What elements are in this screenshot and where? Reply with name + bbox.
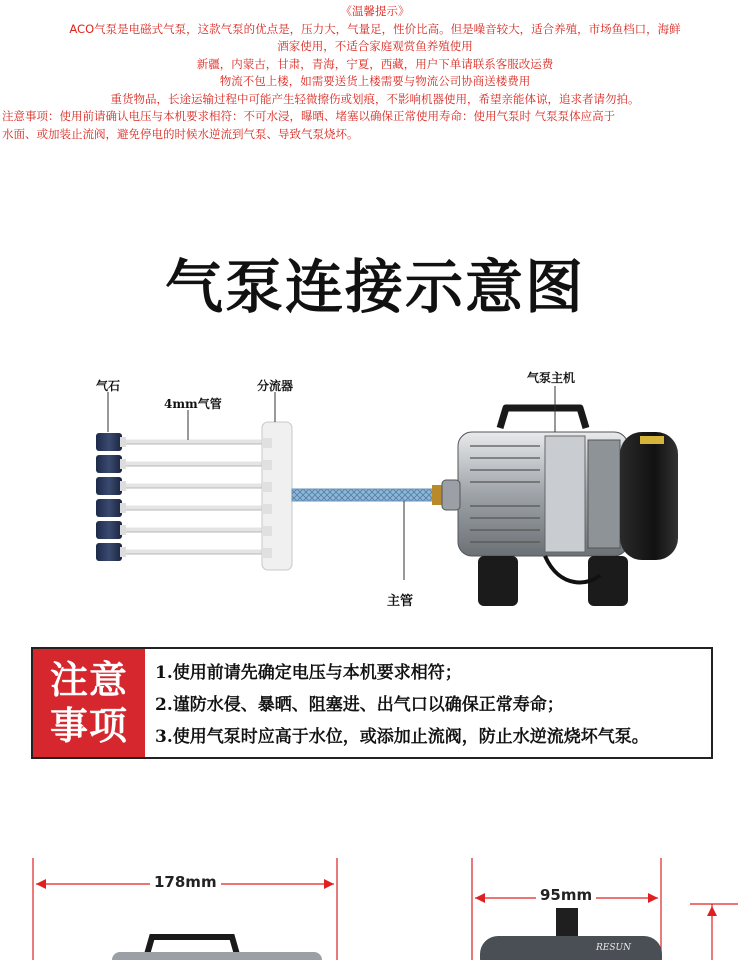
connection-illustration bbox=[0, 360, 750, 620]
notice-line-7: 水面、或加装止流阀，避免停电的时候水逆流到气泵、导致气泵烧坏。 bbox=[2, 126, 359, 141]
dimension-length: 178mm bbox=[150, 873, 221, 891]
notice-line-3: 新疆，内蒙古，甘肃，青海，宁夏，西藏，用户下单请联系客服改运费 bbox=[196, 56, 554, 71]
caution-item-2: 2.谨防水侵、暴晒、阻塞进、出气口以确保正常寿命； bbox=[155, 695, 564, 715]
caution-heading bbox=[33, 649, 145, 757]
caution-item-3: 3.使用气泵时应高于水位，或添加止流阀，防止水逆流烧坏气泵。 bbox=[155, 727, 649, 747]
notice-block bbox=[0, 3, 750, 143]
connection-diagram bbox=[0, 360, 750, 620]
dimension-width: 95mm bbox=[536, 886, 596, 904]
air-pump bbox=[442, 408, 678, 606]
label-pump: 气泵主机 bbox=[527, 371, 576, 385]
caution-heading-line-2: 事项 bbox=[49, 703, 128, 748]
label-splitter: 分流器 bbox=[257, 379, 294, 393]
pump-front-view bbox=[112, 937, 322, 960]
pump-side-view bbox=[480, 908, 662, 960]
dimension-drawing bbox=[0, 840, 750, 960]
main-tube bbox=[292, 489, 438, 501]
air-tubes bbox=[126, 442, 264, 552]
label-air-stone: 气石 bbox=[96, 379, 121, 393]
notice-line-2: 酒家使用，不适合家庭观赏鱼养殖使用 bbox=[277, 39, 473, 53]
caution-box bbox=[31, 647, 713, 759]
brand-logo: RESUN bbox=[596, 943, 631, 953]
label-tube: 4mm气管 bbox=[164, 397, 222, 411]
caution-items bbox=[155, 657, 649, 753]
caution-item-1: 1.使用前请先确定电压与本机要求相符； bbox=[155, 663, 462, 683]
dimensions-section bbox=[0, 840, 750, 960]
notice-heading: 《温馨提示》 bbox=[340, 4, 410, 18]
caution-heading-line-1: 注意 bbox=[49, 657, 128, 702]
label-main-tube: 主管 bbox=[387, 594, 414, 609]
notice-line-4: 物流不包上楼，如需要送货上楼需要与物流公司协商送楼费用 bbox=[219, 74, 531, 88]
splitter bbox=[262, 422, 292, 570]
diagram-title: 气泵连接示意图 bbox=[164, 253, 585, 321]
notice-line-5: 重货物品，长途运输过程中可能产生轻微擦伤或划痕，不影响机器使用，希望亲能体谅，追求者请勿拍。 bbox=[110, 91, 640, 106]
notice-line-6: 注意事项：使用前请确认电压与本机要求相符：不可水浸，曝晒、堵塞以确保正常使用寿命：使用气泵时 气泵泵体应高于 bbox=[2, 109, 616, 123]
notice-line-1: ACO气泵是电磁式气泵，这款气泵的优点是，压力大，气量足，性价比高。但是噪音较大，适合养殖，市场鱼档口，海鲜 bbox=[69, 21, 681, 36]
air-stones bbox=[96, 433, 126, 561]
